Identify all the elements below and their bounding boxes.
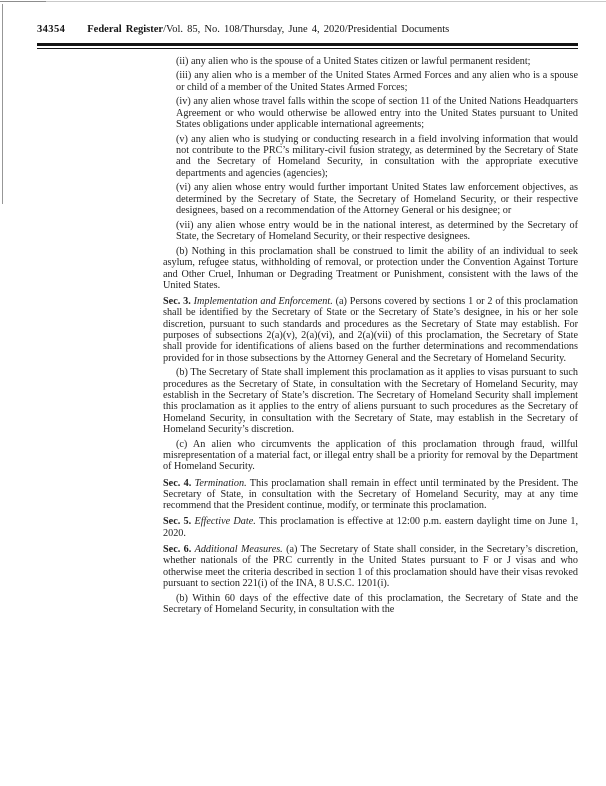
section-6-subsection-b: (b) Within 60 days of the effective date of this proclamation, the Secretary of State and the Secretary of Homeland Security, in consultation with the <box>163 592 578 616</box>
scan-artifact-left-edge <box>2 4 3 204</box>
clause-vii: (vii) any alien whose entry would be in the national interest, as determined by the Secretary of State, the Secretary of Homeland Security, or their respective designees. <box>176 219 578 243</box>
section-3-subsection-c: (c) An alien who circumvents the application of this proclamation through fraud, willful misrepresentation of a material fact, or illegal entry shall be a priority for removal by the Department of Homeland Security. <box>163 438 578 473</box>
header-rule-thin <box>37 48 578 49</box>
section-6 <box>163 544 578 589</box>
running-head <box>37 24 582 36</box>
header-rule-thick <box>37 43 578 46</box>
section-4-text: This proclamation shall remain in effect until terminated by the President. The Secretary of State, in consultation with the Secretary of Homeland Security, may at any time recommend that the President continue, modify, or terminate this proclamation. <box>163 477 578 512</box>
section-5 <box>163 516 578 539</box>
section-3-text: (a) Persons covered by sections 1 or 2 of this proclamation shall be identified by the Secretary of State or the Secretary of State’s designee, in his or her sole discretion, pursuant to such standards and procedures as the Secretary of State may establish. For purposes of subsections 2(a)(v), 2(a)(vi), and 2(a)(vii) of this proclamation, the Secretary of State shall provide for identifications of aliens based on the further determinations and recommendations provided for in those subsections by the Attorney General and the Secretary of Homeland Security. <box>163 296 579 364</box>
section-4 <box>163 478 578 512</box>
document-body <box>163 52 578 615</box>
section-5-title: Effective Date. <box>194 516 256 528</box>
section-6-label: Sec. 6. <box>163 544 192 556</box>
section-3 <box>163 296 578 364</box>
header-citation-rest: /Vol. 85, No. 108/Thursday, June 4, 2020/Presidential Documents <box>163 24 450 35</box>
clause-v: (v) any alien who is studying or conducting research in a field involving information that would not contribute to the PRC’s military-civil fusion strategy, as determined by the Secretary of State and the Secretary of Homeland Security, in consultation with the appropriate executive departments and agencies (agencies); <box>176 133 578 179</box>
section-4-label: Sec. 4. <box>163 477 192 489</box>
clause-iv: (iv) any alien whose travel falls within the scope of section 11 of the United Nations Headquarters Agreement or who would otherwise be allowed entry into the United States pursuant to United States obligations under applicable international agreements; <box>176 96 578 130</box>
section-5-text: This proclamation is effective at 12:00 p.m. eastern daylight time on June 1, 2020. <box>163 516 579 539</box>
section-4-title: Termination. <box>194 477 247 489</box>
section-3-subsection-b: (b) The Secretary of State shall implement this proclamation as it applies to visas pursuant to such procedures as the Secretary of State, in consultation with the Secretary of Homeland Security, may establish in the Secretary of State’s discretion. The Secretary of Homeland Security shall implement this proclamation as it applies to the entry of aliens pursuant to such procedures as the Secretary of Homeland Security, in consultation with the Secretary of State, may establish in the Secretary of Homeland Security’s discretion. <box>163 367 578 435</box>
page-number: 34354 <box>37 24 66 35</box>
section-6-title: Additional Measures. <box>194 544 283 556</box>
scan-artifact-top-edge-dark <box>0 1 46 2</box>
section-3-label: Sec. 3. <box>163 296 191 308</box>
subsection-b-limitations: (b) Nothing in this proclamation shall be construed to limit the ability of an individual to seek asylum, refugee status, withholding of removal, or protection under the Convention Against Torture and Other Cruel, Inhuman or Degrading Treatment or Punishment, consistent with the laws of the United States. <box>163 245 578 291</box>
clause-iii: (iii) any alien who is a member of the United States Armed Forces and any alien who is a spouse or child of a member of the United States Armed Forces; <box>176 70 578 93</box>
clause-vi: (vi) any alien whose entry would further important United States law enforcement objectives, as determined by the Secretary of State, the Secretary of Homeland Security, or their respective designees, based on a recommendation of the Attorney General or his designee; or <box>176 182 578 217</box>
section-3-title: Implementation and Enforcement. <box>193 296 333 308</box>
header-journal-name: Federal Register <box>87 24 164 35</box>
section-6-text: (a) The Secretary of State shall consider, in the Secretary’s discretion, whether nationals of the PRC currently in the United States pursuant to F or J visas and who otherwise meet the criteria described in section 1 of this proclamation should have their visas revoked pursuant to section 221(i) of the INA, 8 U.S.C. 1201(i). <box>163 544 579 589</box>
header-citation <box>87 24 449 35</box>
clause-ii: (ii) any alien who is the spouse of a United States citizen or lawful permanent resident; <box>176 55 531 67</box>
section-5-label: Sec. 5. <box>163 516 192 528</box>
scan-artifact-top-edge <box>0 1 606 2</box>
